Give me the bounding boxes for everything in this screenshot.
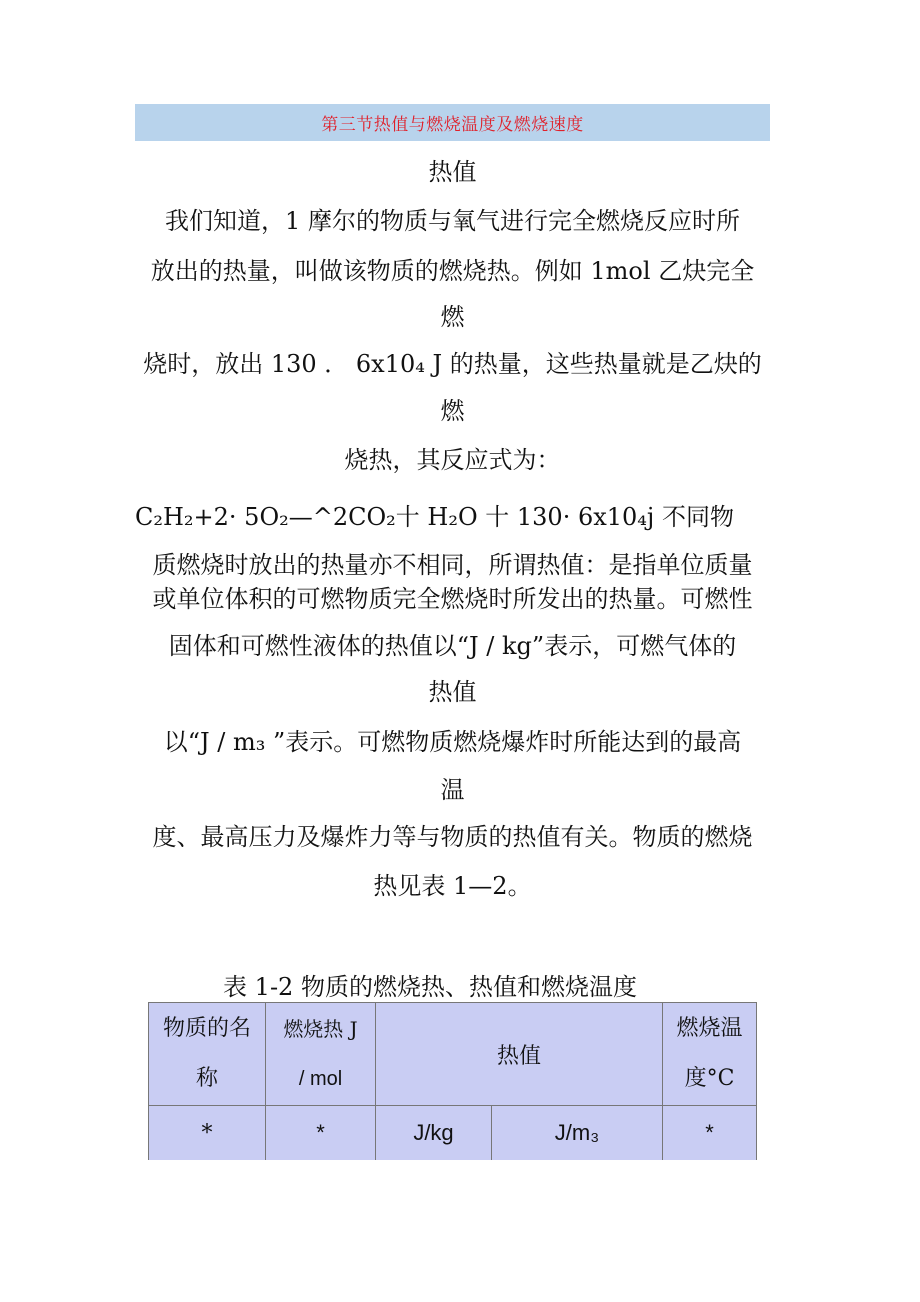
unit-cell-heat: * [266, 1106, 376, 1161]
heading-heat-value: 热值 [428, 158, 477, 186]
paragraph-line-1: 我们知道，1 摩尔的物质与氧气进行完全燃烧反应时所 [165, 207, 740, 235]
reaction-equation-line: C₂H₂+2· 5O₂—^2CO₂十 H₂O 十 130· 6x10₄j 不同物 [135, 503, 734, 531]
section-banner [135, 104, 770, 141]
header-heat-value: 热值 [376, 1003, 663, 1106]
paragraph-line-3: 燃 [440, 303, 465, 331]
section-title: 第三节热值与燃烧温度及燃烧速度 [321, 115, 584, 135]
paragraph-line-8: 质燃烧时放出的热量亦不相同，所谓热值：是指单位质量 [152, 551, 753, 579]
paragraph-line-5: 燃 [440, 397, 465, 425]
unit-cell-jm3: J/m₃ [492, 1106, 663, 1161]
unit-cell-temp: * [663, 1106, 757, 1161]
unit-cell-jkg: J/kg [376, 1106, 492, 1161]
header-substance-name: 物质的名 称 [149, 1003, 266, 1106]
paragraph-line-9: 或单位体积的可燃物质完全燃烧时所发出的热量。可燃性 [152, 585, 753, 613]
paragraph-line-14: 度、最高压力及爆炸力等与物质的热值有关。物质的燃烧 [152, 823, 753, 851]
header-combustion-temperature: 燃烧温 度°C [663, 1003, 757, 1106]
combustion-table [148, 1002, 757, 1160]
table-caption: 表 1-2 物质的燃烧热、热值和燃烧温度 [223, 973, 637, 1001]
header-combustion-heat: 燃烧热 J / mol [266, 1003, 376, 1106]
paragraph-line-2: 放出的热量，叫做该物质的燃烧热。例如 1mol 乙炔完全 [150, 257, 755, 285]
paragraph-line-13: 温 [440, 776, 465, 804]
unit-cell-name: * [149, 1106, 266, 1161]
table-unit-row [149, 1106, 757, 1161]
paragraph-line-6: 烧热，其反应式为： [344, 446, 561, 474]
paragraph-line-15: 热见表 1—2。 [373, 872, 532, 900]
table-header-row [149, 1003, 757, 1106]
paragraph-line-12: 以“J / m₃ ”表示。可燃物质燃烧爆炸时所能达到的最高 [163, 728, 742, 756]
paragraph-line-4: 烧时，放出 130 ． 6x10₄ J 的热量，这些热量就是乙炔的 [143, 350, 762, 378]
paragraph-line-10: 固体和可燃性液体的热值以“J / kg”表示，可燃气体的 [168, 632, 737, 660]
paragraph-line-11: 热值 [428, 678, 477, 706]
